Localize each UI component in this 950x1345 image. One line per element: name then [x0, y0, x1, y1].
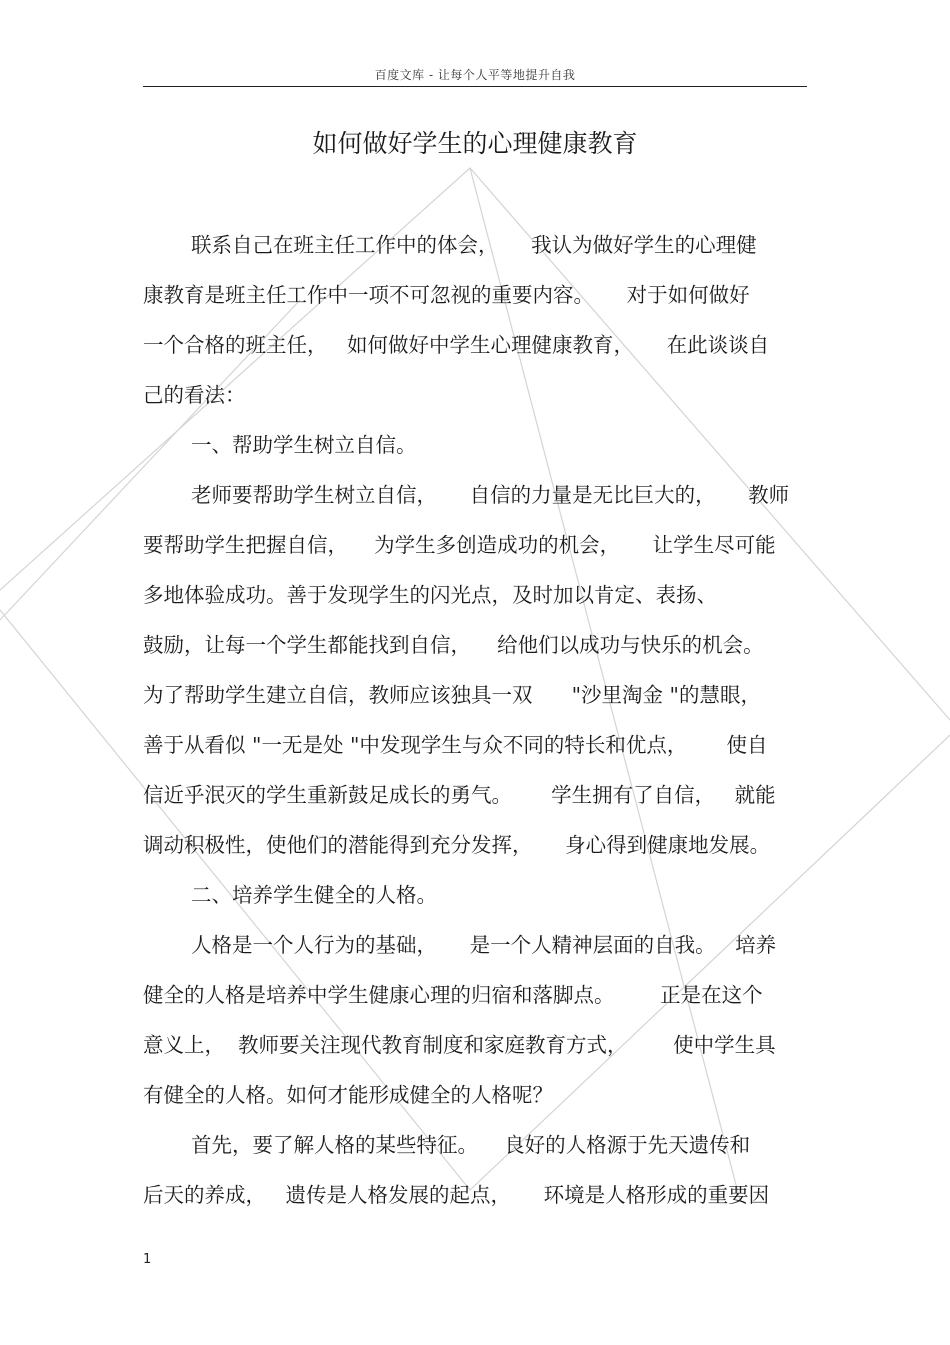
- text-line: 多地体验成功。善于发现学生的闪光点，及时加以肯定、表扬、: [143, 583, 717, 607]
- text-line: 为了帮助学生建立自信，教师应该独具一双 "沙里淘金 "的慧眼，: [143, 683, 761, 707]
- text-line: 意义上， 教师要关注现代教育制度和家庭教育方式， 使中学生具: [143, 1033, 776, 1057]
- text-line: 人格是一个人行为的基础， 是一个人精神层面的自我。 培养: [191, 933, 777, 957]
- text-line: 一个合格的班主任， 如何做好中学生心理健康教育， 在此谈谈自: [143, 333, 770, 357]
- text-line: 己的看法：: [143, 383, 246, 407]
- text-line: 首先，要了解人格的某些特征。 良好的人格源于先天遗传和: [191, 1133, 751, 1157]
- text-line: 康教育是班主任工作中一项不可忽视的重要内容。 对于如何做好: [143, 283, 750, 307]
- text-line: 调动积极性，使他们的潜能得到充分发挥， 身心得到健康地发展。: [143, 833, 771, 857]
- document-title: 如何做好学生的心理健康教育: [312, 129, 638, 158]
- text-line: 一、帮助学生树立自信。: [191, 433, 417, 457]
- text-line: 后天的养成， 遗传是人格发展的起点， 环境是人格形成的重要因: [143, 1183, 770, 1207]
- text-line: 善于从看似 "一无是处 "中发现学生与众不同的特长和优点， 使自: [143, 733, 768, 757]
- page-number: 1: [143, 1252, 152, 1267]
- text-line: 二、培养学生健全的人格。: [191, 883, 437, 907]
- document-body: [143, 220, 803, 1220]
- text-line: 健全的人格是培养中学生健康心理的归宿和落脚点。 正是在这个: [143, 983, 763, 1007]
- text-line: 要帮助学生把握自信， 为学生多创造成功的机会， 让学生尽可能: [143, 533, 776, 557]
- text-line: 鼓励，让每一个学生都能找到自信， 给他们以成功与快乐的机会。: [143, 633, 764, 657]
- text-line: 信近乎泯灭的学生重新鼓足成长的勇气。 学生拥有了自信， 就能: [143, 783, 776, 807]
- text-line: 老师要帮助学生树立自信， 自信的力量是无比巨大的， 教师: [191, 483, 790, 507]
- text-line: 联系自己在班主任工作中的体会， 我认为做好学生的心理健: [191, 233, 757, 257]
- text-line: 有健全的人格。如何才能形成健全的人格呢？: [143, 1083, 553, 1107]
- page-header: 百度文库 - 让每个人平等地提升自我: [374, 68, 576, 82]
- header-rule: [143, 86, 807, 87]
